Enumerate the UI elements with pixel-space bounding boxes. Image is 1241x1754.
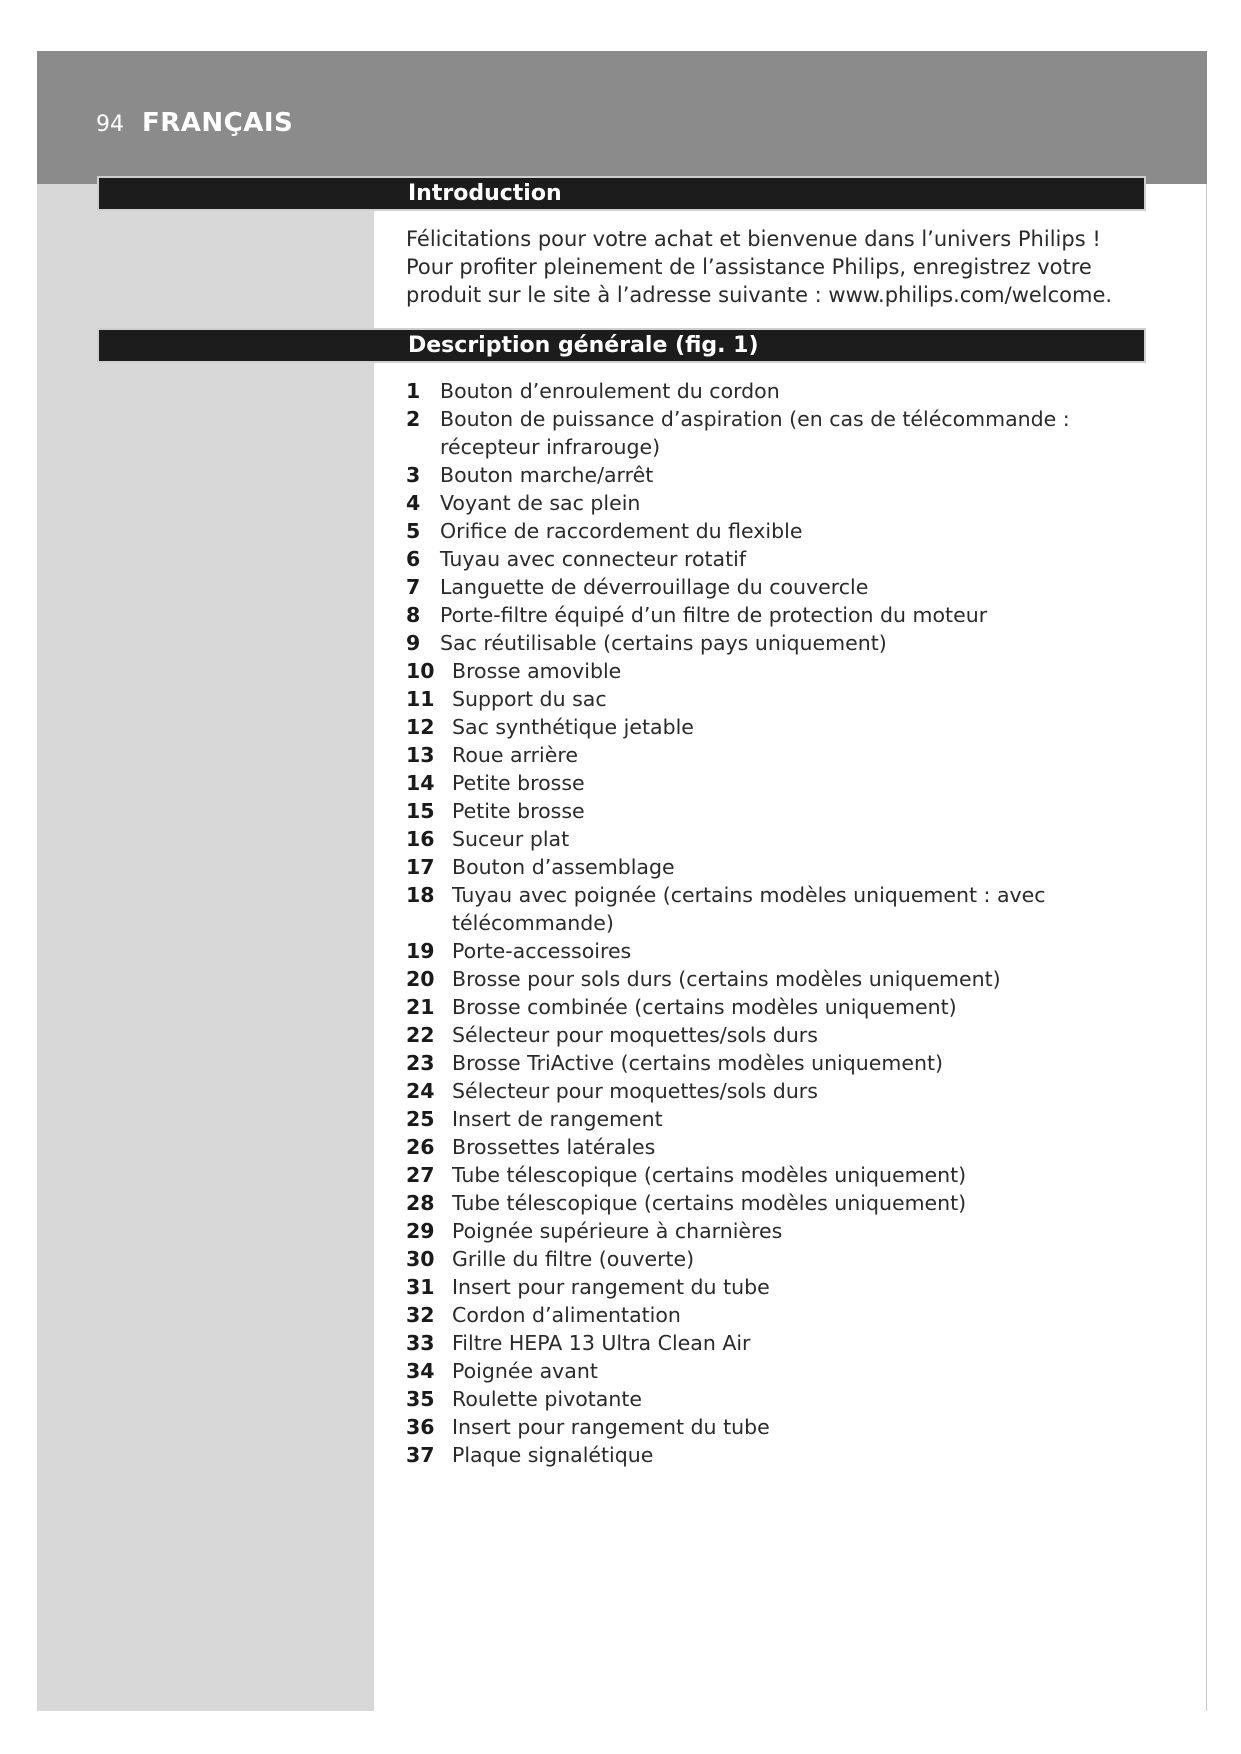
list-item-number: 20 xyxy=(406,967,435,991)
section-bar-description xyxy=(97,328,1146,363)
list-item xyxy=(406,769,1156,797)
list-item-number: 31 xyxy=(406,1275,435,1299)
list-item xyxy=(406,965,1156,993)
list-item-number: 6 xyxy=(406,547,421,571)
list-item-number: 2 xyxy=(406,407,421,431)
list-item xyxy=(406,853,1156,881)
list-item xyxy=(406,629,1156,657)
list-item-number: 33 xyxy=(406,1331,435,1355)
list-item-number: 8 xyxy=(406,603,421,627)
section-title-description: Description générale (fig. 1) xyxy=(408,333,759,358)
list-item-number: 7 xyxy=(406,575,421,599)
list-item-number: 36 xyxy=(406,1415,435,1439)
list-item xyxy=(406,713,1156,741)
list-item-label: Brosse pour sols durs (certains modèles uniquement) xyxy=(452,967,1001,991)
list-item-label: Grille du filtre (ouverte) xyxy=(452,1247,695,1271)
list-item-number: 12 xyxy=(406,715,435,739)
list-item-label: Bouton d’assemblage xyxy=(452,855,675,879)
list-item xyxy=(406,1245,1156,1273)
list-item-number: 32 xyxy=(406,1303,435,1327)
list-item-label: Tuyau avec connecteur rotatif xyxy=(440,547,747,571)
list-item xyxy=(406,1273,1156,1301)
list-item-label: Insert de rangement xyxy=(452,1107,663,1131)
list-item-number: 3 xyxy=(406,463,421,487)
list-item-label: Support du sac xyxy=(452,687,607,711)
list-item xyxy=(406,657,1156,685)
list-item-number: 28 xyxy=(406,1191,435,1215)
list-item-number: 30 xyxy=(406,1247,435,1271)
list-item xyxy=(406,461,1156,489)
list-item-label: Tube télescopique (certains modèles uniquement) xyxy=(452,1191,967,1215)
list-item-label: Porte-accessoires xyxy=(452,939,632,963)
list-item xyxy=(406,1077,1156,1105)
list-item xyxy=(406,1357,1156,1385)
list-item xyxy=(406,517,1156,545)
list-item xyxy=(406,545,1156,573)
list-item-label: Brossettes latérales xyxy=(452,1135,656,1159)
list-item-label: Filtre HEPA 13 Ultra Clean Air xyxy=(452,1331,751,1355)
list-item-number: 9 xyxy=(406,631,421,655)
list-item xyxy=(406,797,1156,825)
list-item xyxy=(406,881,1156,937)
list-item-label: Sac réutilisable (certains pays uniquement) xyxy=(440,631,887,655)
list-item xyxy=(406,1441,1156,1469)
list-item-label: Suceur plat xyxy=(452,827,570,851)
list-item xyxy=(406,993,1156,1021)
list-item xyxy=(406,685,1156,713)
list-item-number: 22 xyxy=(406,1023,435,1047)
section-bar-introduction xyxy=(97,176,1146,211)
list-item-number: 24 xyxy=(406,1079,435,1103)
list-item-number: 19 xyxy=(406,939,435,963)
list-item-label: Brosse amovible xyxy=(452,659,622,683)
list-item xyxy=(406,937,1156,965)
list-item-number: 27 xyxy=(406,1163,435,1187)
list-item-label: Petite brosse xyxy=(452,771,585,795)
list-item-label: Petite brosse xyxy=(452,799,585,823)
list-item-number: 1 xyxy=(406,379,421,403)
list-item-number: 15 xyxy=(406,799,435,823)
list-item-label: Orifice de raccordement du flexible xyxy=(440,519,803,543)
list-item-number: 21 xyxy=(406,995,435,1019)
list-item-label: Brosse TriActive (certains modèles uniquement) xyxy=(452,1051,943,1075)
list-item xyxy=(406,1329,1156,1357)
list-item-label: Insert pour rangement du tube xyxy=(452,1415,770,1439)
list-item xyxy=(406,825,1156,853)
list-item xyxy=(406,1301,1156,1329)
list-item-label: Plaque signalétique xyxy=(452,1443,654,1467)
list-item-label: Poignée avant xyxy=(452,1359,598,1383)
list-item-label: Sac synthétique jetable xyxy=(452,715,694,739)
list-item xyxy=(406,377,1156,405)
list-item xyxy=(406,489,1156,517)
list-item-label: Bouton de puissance d’aspiration (en cas de télécommande : récepteur infrarouge) xyxy=(440,407,1070,459)
list-item-label: Tube télescopique (certains modèles uniquement) xyxy=(452,1163,967,1187)
list-item-number: 4 xyxy=(406,491,421,515)
list-item-number: 25 xyxy=(406,1107,435,1131)
list-item-label: Languette de déverrouillage du couvercle xyxy=(440,575,869,599)
list-item xyxy=(406,1049,1156,1077)
list-item xyxy=(406,1189,1156,1217)
list-item-number: 17 xyxy=(406,855,435,879)
list-item xyxy=(406,601,1156,629)
list-item-label: Bouton d’enroulement du cordon xyxy=(440,379,780,403)
list-item-number: 10 xyxy=(406,659,435,683)
list-item-label: Cordon d’alimentation xyxy=(452,1303,681,1327)
page-header xyxy=(96,108,293,138)
list-item-label: Voyant de sac plein xyxy=(440,491,641,515)
page-number: 94 xyxy=(96,112,124,137)
list-item-number: 18 xyxy=(406,883,435,907)
list-item-label: Poignée supérieure à charnières xyxy=(452,1219,783,1243)
list-item-label: Insert pour rangement du tube xyxy=(452,1275,770,1299)
list-item xyxy=(406,741,1156,769)
list-item-number: 23 xyxy=(406,1051,435,1075)
page-right-edge xyxy=(1206,184,1207,1711)
list-item-number: 35 xyxy=(406,1387,435,1411)
list-item-number: 34 xyxy=(406,1359,435,1383)
list-item xyxy=(406,1161,1156,1189)
language-title: FRANÇAIS xyxy=(142,108,294,138)
list-item-number: 14 xyxy=(406,771,435,795)
list-item xyxy=(406,573,1156,601)
list-item-number: 16 xyxy=(406,827,435,851)
parts-list xyxy=(406,377,1156,1469)
list-item xyxy=(406,1217,1156,1245)
list-item-number: 29 xyxy=(406,1219,435,1243)
list-item-label: Brosse combinée (certains modèles uniquement) xyxy=(452,995,957,1019)
list-item-number: 5 xyxy=(406,519,421,543)
list-item-label: Roue arrière xyxy=(452,743,578,767)
list-item xyxy=(406,1021,1156,1049)
list-item xyxy=(406,405,1156,461)
list-item-label: Roulette pivotante xyxy=(452,1387,642,1411)
list-item xyxy=(406,1413,1156,1441)
introduction-paragraph: Félicitations pour votre achat et bienvenue dans l’univers Philips ! Pour profiter pleinement de l’assistance Philips, enregistrez votre produit sur le site à l’adresse suivante : www.philips.com/welcome. xyxy=(406,227,1113,307)
list-item xyxy=(406,1133,1156,1161)
list-item xyxy=(406,1385,1156,1413)
list-item-number: 37 xyxy=(406,1443,435,1467)
list-item-number: 26 xyxy=(406,1135,435,1159)
section-title-introduction: Introduction xyxy=(408,181,562,206)
list-item-label: Sélecteur pour moquettes/sols durs xyxy=(452,1079,818,1103)
list-item-label: Bouton marche/arrêt xyxy=(440,463,654,487)
list-item-number: 13 xyxy=(406,743,435,767)
list-item-label: Tuyau avec poignée (certains modèles uniquement : avec télécommande) xyxy=(452,883,1046,935)
list-item-label: Sélecteur pour moquettes/sols durs xyxy=(452,1023,818,1047)
list-item-number: 11 xyxy=(406,687,435,711)
left-margin-column xyxy=(37,184,374,1711)
list-item-label: Porte-filtre équipé d’un filtre de protection du moteur xyxy=(440,603,988,627)
list-item xyxy=(406,1105,1156,1133)
